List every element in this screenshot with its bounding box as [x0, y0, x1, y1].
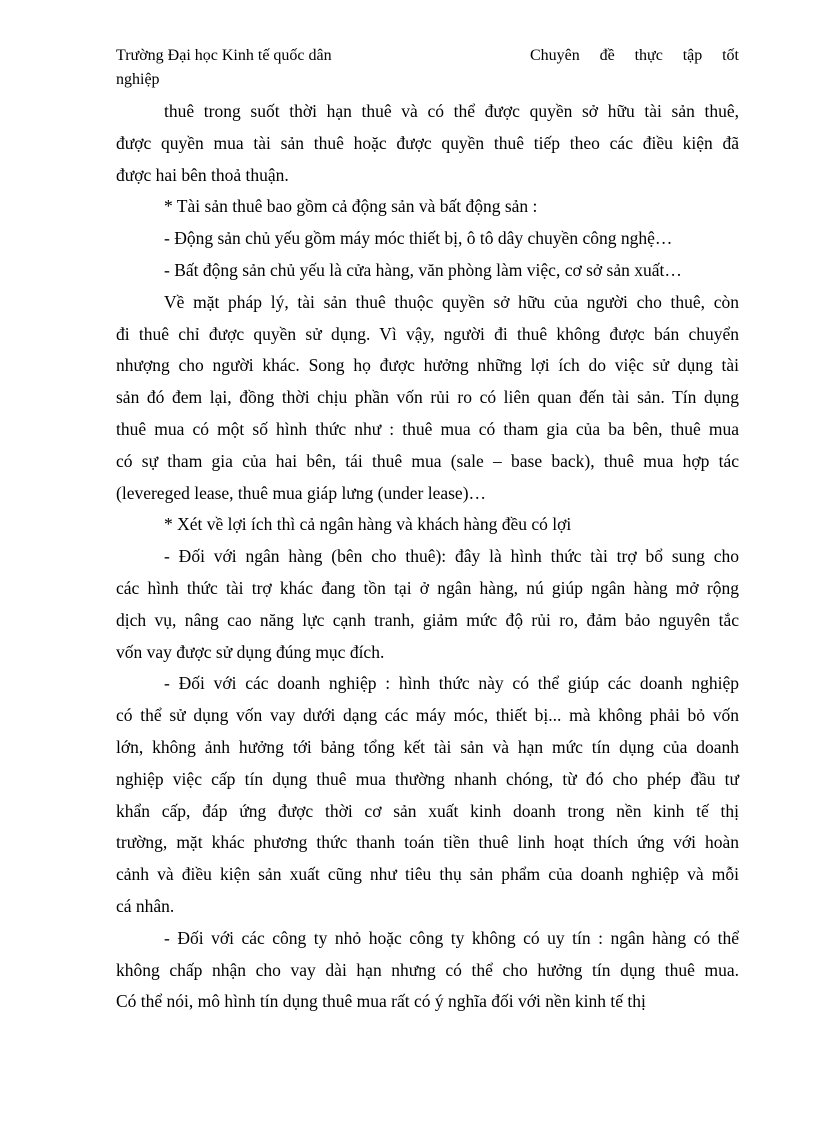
header-title-word: tốt: [722, 47, 739, 64]
text-line: - Đối với các công ty nhỏ hoặc công ty không có uy tín : ngân hàng có thể: [164, 927, 739, 948]
text-line: các hình thức tài trợ khác đang tồn tại ở ngân hàng, nú giúp ngân hàng mở rộng: [116, 577, 739, 598]
text-line: được hai bên thoả thuận.: [116, 164, 289, 185]
header-report-title: [530, 45, 739, 67]
text-line: * Xét về lợi ích thì cả ngân hàng và khách hàng đều có lợi: [164, 514, 572, 535]
text-line: thuê mua có một số hình thức như : thuê mua có tham gia của ba bên, thuê mua: [116, 418, 739, 439]
text-line: vốn vay được sử dụng đúng mục đích.: [116, 641, 385, 662]
text-line: - Đối với các doanh nghiệp : hình thức này có thể giúp các doanh nghiệp: [164, 673, 739, 694]
text-line: - Đối với ngân hàng (bên cho thuê): đây là hình thức tài trợ bổ sung cho: [164, 546, 739, 567]
text-line: đi thuê chỉ được quyền sử dụng. Vì vậy, người đi thuê không được bán chuyển: [116, 323, 739, 344]
text-line: có thể sử dụng vốn vay dưới dạng các máy móc, thiết bị... mà không phải bỏ vốn: [116, 705, 739, 726]
text-line: Về mặt pháp lý, tài sản thuê thuộc quyền sở hữu của người cho thuê, còn: [164, 291, 739, 312]
text-line: Có thể nói, mô hình tín dụng thuê mua rất có ý nghĩa đối với nền kinh tế thị: [116, 991, 646, 1012]
text-line: thuê trong suốt thời hạn thuê và có thể được quyền sở hữu tài sản thuê,: [164, 101, 739, 121]
text-line: cá nhân.: [116, 895, 175, 916]
header-title-word: Chuyên: [530, 47, 580, 64]
header-title-word: thực: [634, 47, 663, 64]
text-line: - Động sản chủ yếu gồm máy móc thiết bị, ô tô dây chuyền công nghệ…: [164, 228, 673, 249]
text-line: nghiệp việc cấp tín dụng thuê mua thường nhanh chóng, từ đó cho phép đầu tư: [116, 768, 739, 789]
document-body: [116, 96, 739, 1018]
text-line: khẩn cấp, đáp ứng được thời cơ sản xuất kinh doanh trong nền kinh tế thị: [116, 800, 739, 821]
header-title-word: tập: [682, 47, 703, 64]
header-title-word: đề: [599, 47, 615, 64]
text-line: cảnh và điều kiện sản xuất cũng như tiêu thụ sản phẩm của doanh nghiệp và mỗi: [116, 864, 739, 885]
text-line: lớn, không ảnh hưởng tới bảng tổng kết tài sản và hạn mức tín dụng của doanh: [116, 736, 739, 757]
text-line: được quyền mua tài sản thuê hoặc được quyền thuê tiếp theo các điều kiện đã: [116, 132, 739, 153]
text-line: có sự tham gia của hai bên, tái thuê mua (sale – base back), thuê mua hợp tác: [116, 450, 739, 471]
text-line: (levereged lease, thuê mua giáp lưng (under lease)…: [116, 482, 487, 503]
text-line: trường, mặt khác phương thức thanh toán tiền thuê linh hoạt thích ứng với hoàn: [116, 832, 739, 853]
text-line: nhượng cho người khác. Song họ được hưởng những lợi ích do việc sử dụng tài: [116, 355, 739, 376]
text-line: - Bất động sản chủ yếu là cửa hàng, văn phòng làm việc, cơ sở sản xuất…: [164, 259, 682, 280]
header-title-continuation: nghiệp: [116, 71, 160, 88]
text-line: dịch vụ, nâng cao năng lực cạnh tranh, giảm mức độ rủi ro, đảm bảo nguyên tắc: [116, 609, 739, 630]
header-school-name: Trường Đại học Kinh tế quốc dân: [116, 47, 332, 64]
text-line: không chấp nhận cho vay dài hạn nhưng có thể cho hưởng tín dụng thuê mua.: [116, 959, 739, 980]
text-line: * Tài sản thuê bao gồm cả động sản và bất động sản :: [164, 196, 538, 217]
text-line: sản đó đem lại, đồng thời chịu phần vốn rủi ro có liên quan đến tài sản. Tín dụng: [116, 387, 739, 408]
